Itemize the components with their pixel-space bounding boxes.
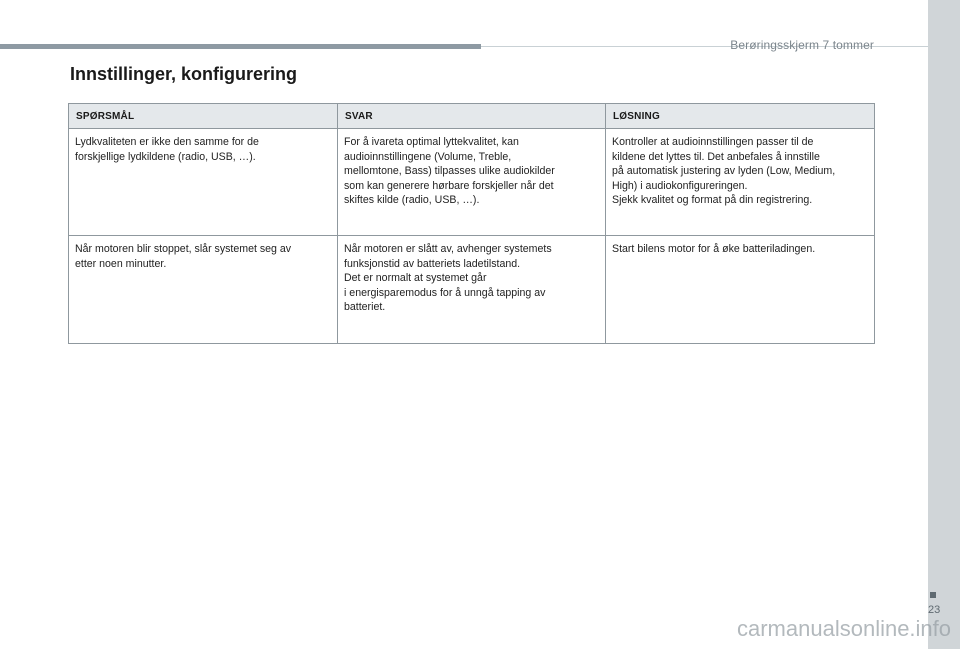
cell-line: Når motoren blir stoppet, slår systemet seg av [75,243,292,255]
page-title: Innstillinger, konfigurering [70,64,298,84]
page-number: 23 [928,604,941,616]
cell-line: audioinnstillingene (Volume, Treble, [344,150,512,163]
cell-line: For å ivareta optimal lyttekvalitet, kan [344,136,519,148]
cell-line: Når motoren er slått av, avhenger systemets [344,243,552,255]
cell-line: på automatisk justering av lyden (Low, Medium, [612,165,836,178]
solution-cell [606,236,875,344]
cell-line: Kontroller at audioinnstillingen passer til de [612,136,814,148]
table-row [69,129,875,236]
answer-cell [338,129,606,236]
cell-line: batteriet. [344,301,386,314]
page-marker [930,592,936,598]
cell-line: som kan generere hørbare forskjeller når det [344,179,554,192]
column-header-answer: SVAR [338,104,606,129]
question-cell [69,129,338,236]
solution-cell [606,129,875,236]
cell-line: forskjellige lydkildene (radio, USB, …). [75,150,256,163]
cell-line: mellomtone, Bass) tilpasses ulike audiokilder [344,165,555,178]
cell-line: skiftes kilde (radio, USB, …). [344,194,480,207]
running-header: Berøringsskjerm 7 tommer [730,38,874,52]
column-header-solution: LØSNING [606,104,875,129]
cell-line: Det er normalt at systemet går [344,272,487,285]
cell-line: Sjekk kvalitet og format på din registrering. [612,194,813,207]
cell-line: kildene det lyttes til. Det anbefales å innstille [612,150,820,163]
cell-line: funksjonstid av batteriets ladetilstand. [344,257,521,270]
watermark: carmanualsonline.info [737,616,952,641]
cell-line: i energisparemodus for å unngå tapping av [344,286,546,299]
troubleshooting-table [68,103,875,344]
answer-cell [338,236,606,344]
question-cell [69,236,338,344]
column-header-question: SPØRSMÅL [69,104,338,129]
cell-line: Lydkvaliteten er ikke den samme for de [75,136,259,148]
page-edge-strip [928,0,960,649]
table-row [69,236,875,344]
cell-line: Start bilens motor for å øke batteriladingen. [612,243,816,255]
table-header-row [69,104,875,129]
cell-line: etter noen minutter. [75,257,167,270]
cell-line: High) i audiokonfigureringen. [612,179,748,192]
header-rule-dark [0,44,481,49]
